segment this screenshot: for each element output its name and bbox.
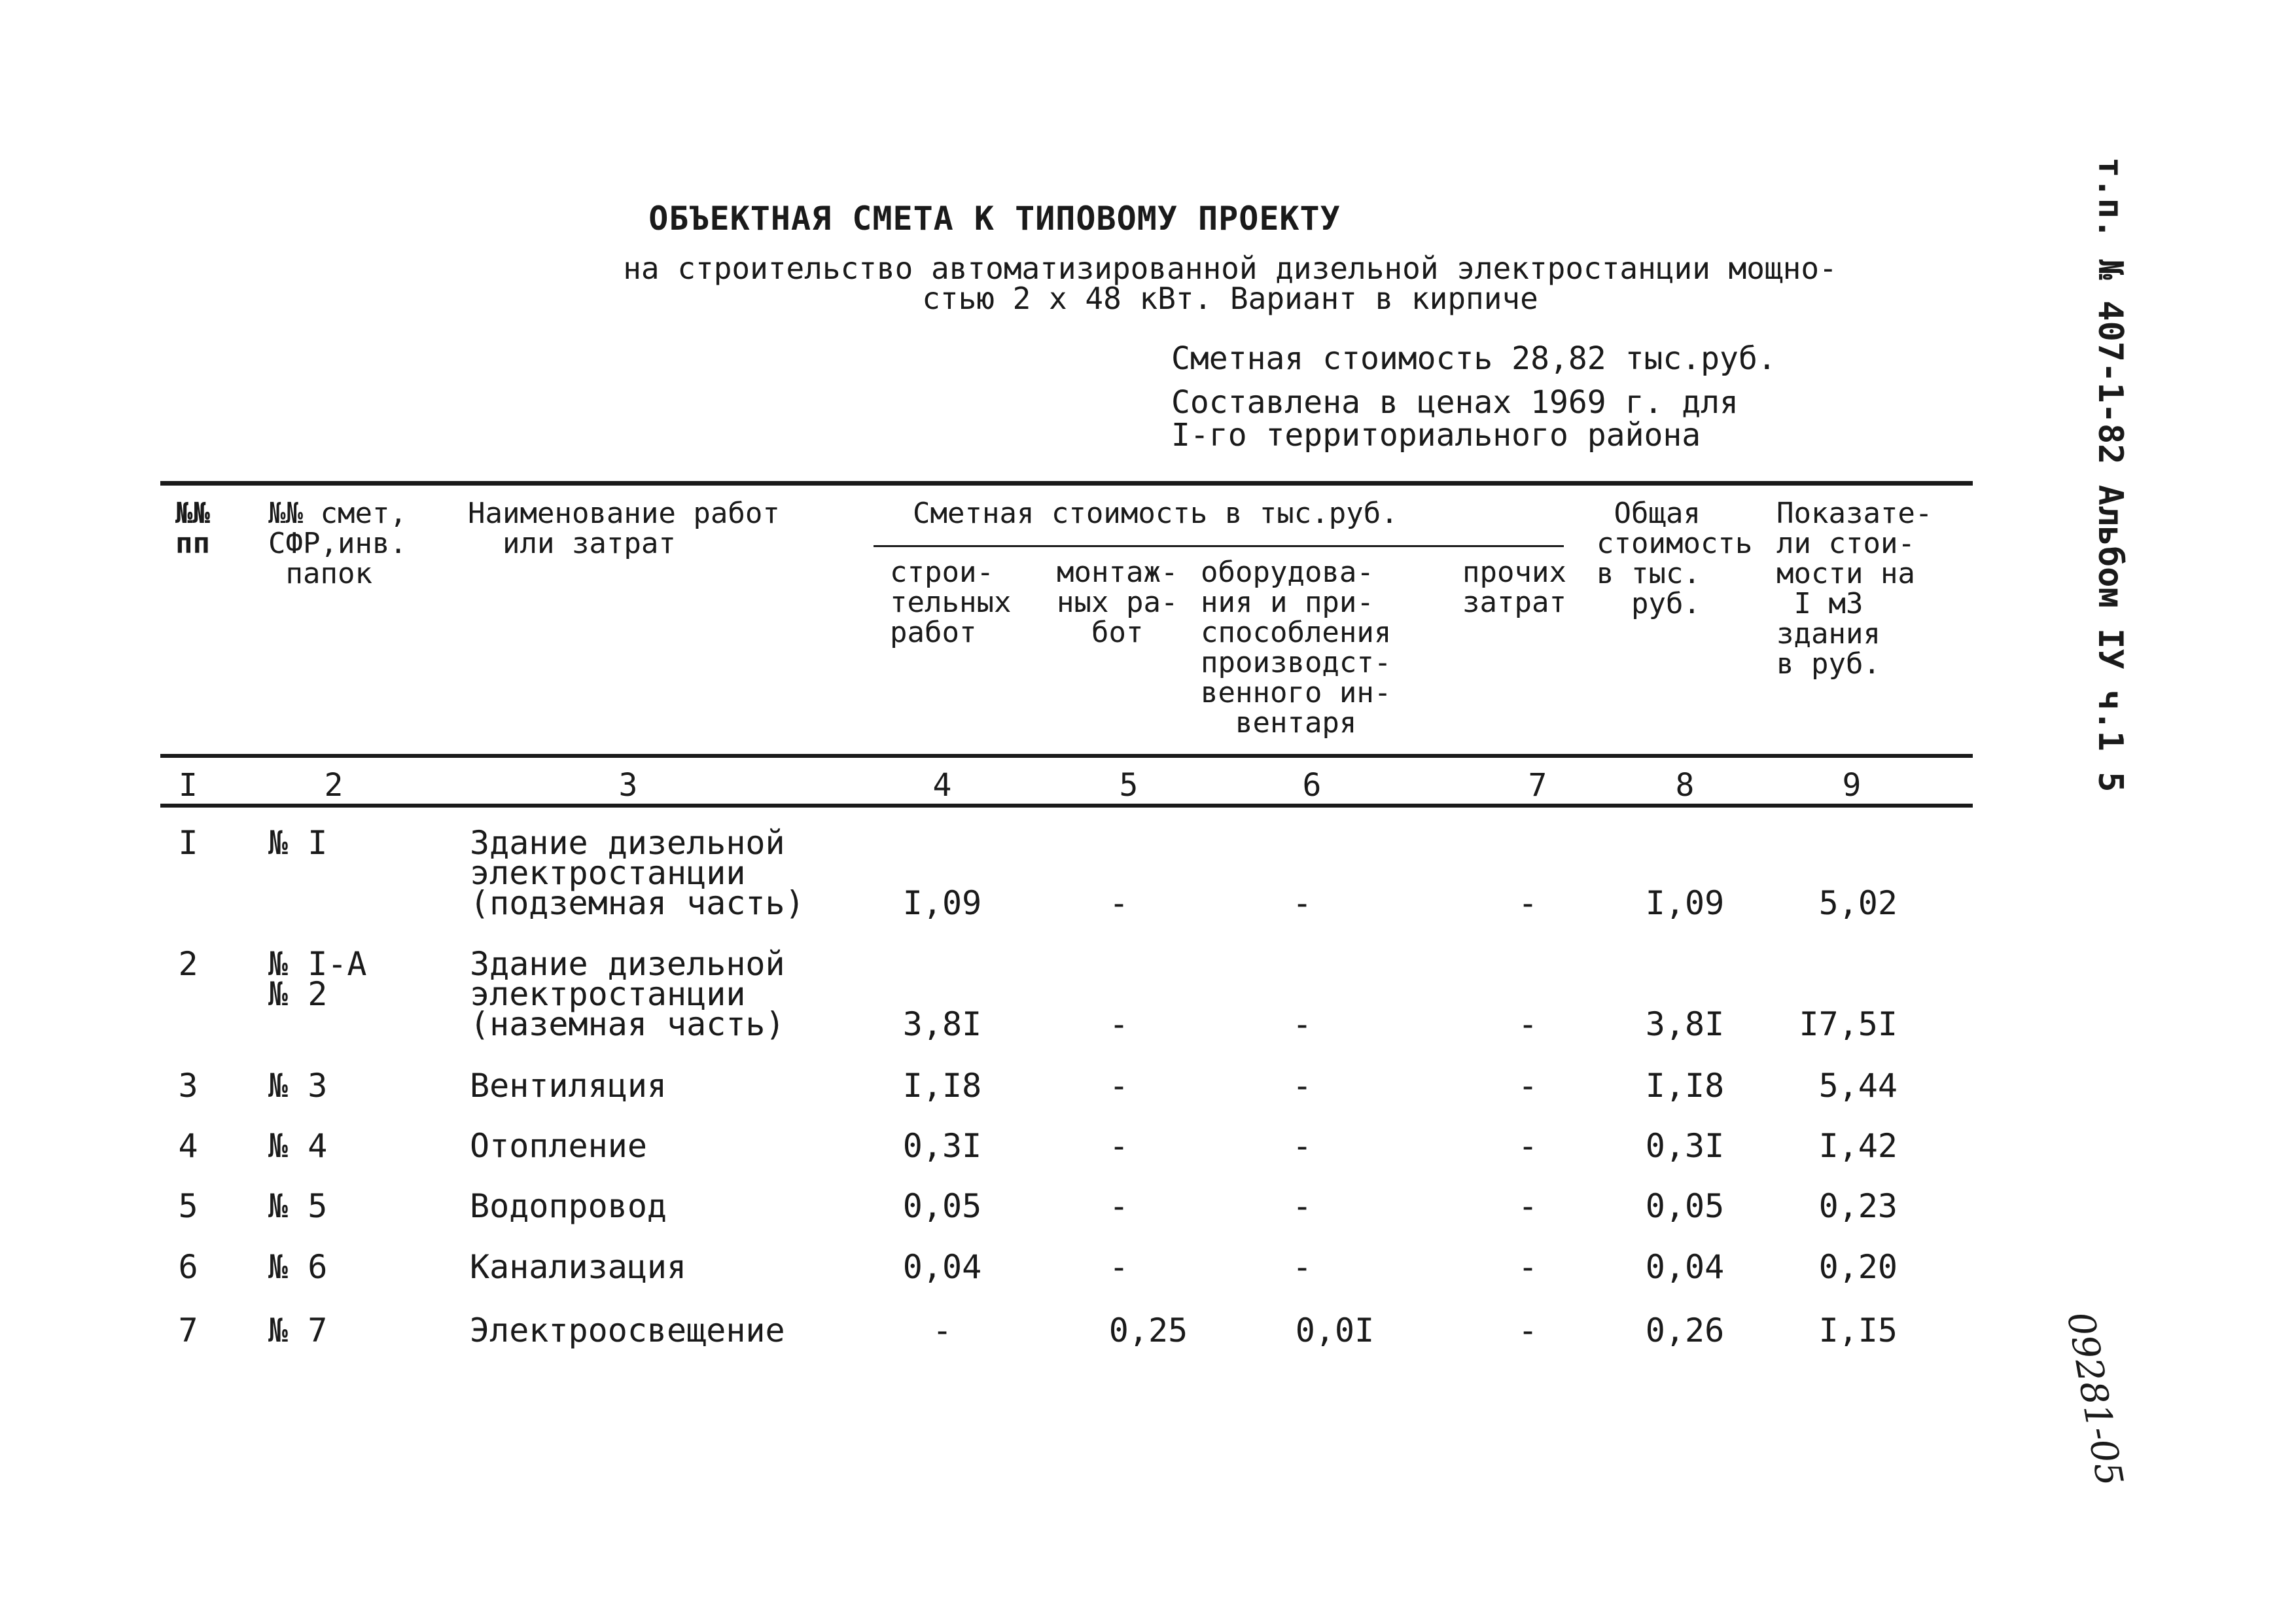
estimated-cost: Сметная стоимость 28,82 тыс.руб. [1171,340,1776,377]
cell-other: - [1517,1005,1538,1043]
cell-installation: - [1108,1187,1129,1225]
cell-installation: - [1108,1067,1129,1105]
cell-other: - [1517,1311,1538,1349]
cell-equipment: 0,0I [1295,1311,1375,1349]
cell-other: - [1517,1127,1538,1165]
cell-work-name: Здание дизельной электростанции (подземная часть) [470,824,805,922]
cell-indicator: 5,44 [1818,1067,1898,1105]
cell-construction: 0,3I [902,1127,982,1165]
cell-total: I,I8 [1645,1067,1725,1105]
header-equipment: оборудова- ния и при- способления производст- венного ин- вентаря [1201,556,1392,740]
cell-construction: 3,8I [902,1005,982,1043]
cell-installation: - [1108,884,1129,922]
cell-other: - [1517,1067,1538,1105]
cell-indicator: 0,23 [1818,1187,1898,1225]
cell-total: 3,8I [1645,1005,1725,1043]
cell-work-name: Канализация [470,1248,687,1286]
header-bottom-rule [160,754,1973,758]
cell-total: 0,05 [1645,1187,1725,1225]
cell-total: 0,26 [1645,1311,1725,1349]
cell-installation: - [1108,1005,1129,1043]
cell-work-name: Здание дизельной электростанции (наземная часть) [470,945,785,1043]
cell-equipment: - [1292,1067,1313,1105]
column-number: 4 [932,767,952,804]
column-number: 3 [618,767,638,804]
cell-row-number: I [178,824,198,862]
cell-row-number: 5 [178,1187,198,1225]
cell-estimate-ref: № 7 [268,1311,328,1349]
column-number: I [179,767,198,804]
header-construction-works: строи- тельных работ [890,556,1012,649]
cell-equipment: - [1292,1127,1313,1165]
document-code: 09281-05 [2058,1309,2131,1489]
cell-estimate-ref: № I [268,824,328,862]
table-top-rule [160,481,1973,486]
cell-estimate-ref: № 5 [268,1187,328,1225]
cell-indicator: I,42 [1818,1127,1898,1165]
cell-other: - [1517,1187,1538,1225]
document-subtitle [609,251,1852,316]
column-number: 8 [1675,767,1695,804]
cell-indicator: 0,20 [1818,1248,1898,1286]
header-estimate-number: №№ смет, СФР,инв. папок [268,497,407,590]
cell-installation: - [1108,1248,1129,1286]
column-number: 7 [1528,767,1547,804]
header-work-name: Наименование работ или затрат [468,497,780,560]
cell-row-number: 6 [178,1248,198,1286]
cell-construction: 0,05 [902,1187,982,1225]
group-header-rule [874,545,1564,547]
cell-construction: I,09 [902,884,982,922]
header-row-number: №№ пп [175,497,210,560]
compiled-note [1171,386,1739,452]
cell-indicator: 5,02 [1818,884,1898,922]
cell-equipment: - [1292,1005,1313,1043]
cell-row-number: 4 [178,1127,198,1165]
cell-indicator: I,I5 [1818,1311,1898,1349]
cell-total: 0,04 [1645,1248,1725,1286]
cell-indicator: I7,5I [1799,1005,1898,1043]
header-total-cost: Общая стоимость в тыс. руб. [1597,497,1753,620]
cell-total: 0,3I [1645,1127,1725,1165]
column-number: 9 [1842,767,1862,804]
cell-estimate-ref: № 3 [268,1067,328,1105]
cell-other: - [1517,1248,1538,1286]
cell-installation: 0,25 [1108,1311,1188,1349]
cell-row-number: 7 [178,1311,198,1349]
header-other-costs: прочих затрат [1462,556,1566,619]
header-indicators: Показате- ли стои- мости на I м3 здания в руб. [1776,497,1933,681]
header-estimated-cost-group: Сметная стоимость в тыс.руб. [913,497,1398,530]
cell-work-name: Отопление [470,1127,647,1165]
cell-construction: I,I8 [902,1067,982,1105]
column-number: 6 [1302,767,1322,804]
cell-estimate-ref: № I-А № 2 [268,945,367,1013]
cell-equipment: - [1292,1248,1313,1286]
cell-work-name: Водопровод [470,1187,667,1225]
column-numbers-rule [160,804,1973,808]
cell-equipment: - [1292,1187,1313,1225]
album-reference: т.п. № 407-1-82 Альбом IУ ч.1 5 [2091,157,2130,793]
header-installation-works: монтаж- ных ра- бот [1057,556,1178,649]
cell-other: - [1517,884,1538,922]
cell-total: I,09 [1645,884,1725,922]
cell-row-number: 2 [178,945,198,983]
compiled-line-1: Составлена в ценах 1969 г. для [1171,384,1739,421]
cell-equipment: - [1292,884,1313,922]
cell-installation: - [1108,1127,1129,1165]
cell-estimate-ref: № 4 [268,1127,328,1165]
cell-work-name: Вентиляция [470,1067,667,1105]
cell-estimate-ref: № 6 [268,1248,328,1286]
column-number: 2 [324,767,344,804]
compiled-line-2: I-го территориального района [1171,417,1701,454]
cell-row-number: 3 [178,1067,198,1105]
subtitle-line-1: на строительство автоматизированной дизельной электростанции мощно- [623,251,1837,286]
subtitle-line-2: стью 2 х 48 кВт. Вариант в кирпиче [922,281,1538,316]
document-title: ОБЪЕКТНАЯ СМЕТА К ТИПОВОМУ ПРОЕКТУ [648,200,1341,238]
cell-construction: - [932,1311,953,1349]
cell-construction: 0,04 [902,1248,982,1286]
column-number: 5 [1119,767,1139,804]
cell-work-name: Электроосвещение [470,1311,785,1349]
